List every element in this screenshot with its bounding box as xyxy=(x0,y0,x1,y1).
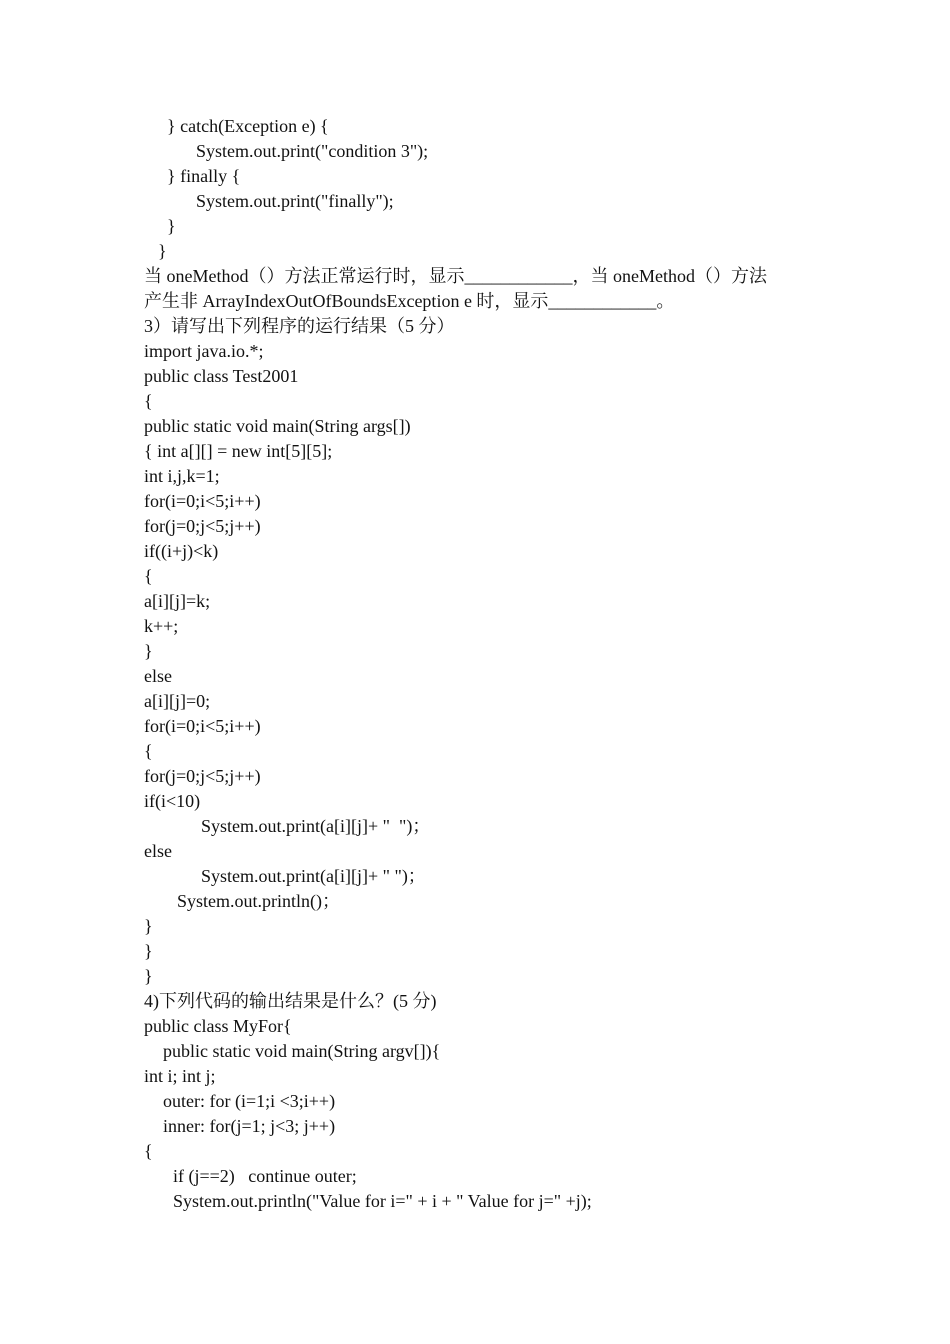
code-line: for(i=0;i<5;i++) xyxy=(144,716,261,736)
code-line: } xyxy=(144,641,153,661)
code-line: int i; int j; xyxy=(144,1066,216,1086)
code-line: public class MyFor{ xyxy=(144,1016,292,1036)
question-heading: 3）请写出下列程序的运行结果（5 分） xyxy=(144,316,455,336)
code-line: System.out.print("finally"); xyxy=(196,191,394,211)
code-line: System.out.print(a[i][j]+ " ")； xyxy=(201,866,426,886)
code-line: a[i][j]=0; xyxy=(144,691,211,711)
code-line: } xyxy=(144,916,153,936)
code-line: } xyxy=(144,941,153,961)
code-line: } finally { xyxy=(167,166,241,186)
code-line: inner: for(j=1; j<3; j++) xyxy=(163,1116,336,1136)
code-line: for(j=0;j<5;j++) xyxy=(144,516,261,536)
code-line: int i,j,k=1; xyxy=(144,466,220,486)
code-line: System.out.println("Value for i=" + i + " Value for j=" +j); xyxy=(173,1191,592,1211)
code-line: if (j==2) continue outer; xyxy=(173,1166,357,1186)
code-line: } xyxy=(144,966,153,986)
code-line: System.out.println()； xyxy=(177,891,340,911)
code-line: { xyxy=(144,1141,153,1161)
code-line: else xyxy=(144,666,172,686)
code-line: else xyxy=(144,841,172,861)
code-line: public class Test2001 xyxy=(144,366,299,386)
code-line: { xyxy=(144,741,153,761)
question-text: 产生非 ArrayIndexOutOfBoundsException e 时，显示____________。 xyxy=(144,291,675,311)
code-line: System.out.print("condition 3"); xyxy=(196,141,429,161)
code-line: for(i=0;i<5;i++) xyxy=(144,491,261,511)
code-line: public static void main(String args[]) xyxy=(144,416,411,436)
code-line: for(j=0;j<5;j++) xyxy=(144,766,261,786)
code-line: } xyxy=(167,216,176,236)
question-text: 当 oneMethod（）方法正常运行时，显示____________，当 oneMethod（）方法 xyxy=(144,266,767,286)
code-line: if(i<10) xyxy=(144,791,201,811)
code-line: a[i][j]=k; xyxy=(144,591,211,611)
code-line: if((i+j)<k) xyxy=(144,541,219,561)
code-line: System.out.print(a[i][j]+ " ")； xyxy=(201,816,431,836)
code-line: { int a[][] = new int[5][5]; xyxy=(144,441,333,461)
question-heading: 4)下列代码的输出结果是什么？(5 分) xyxy=(144,991,437,1011)
code-line: { xyxy=(144,566,153,586)
code-line: { xyxy=(144,391,153,411)
code-line: outer: for (i=1;i <3;i++) xyxy=(163,1091,336,1111)
code-line: import java.io.*; xyxy=(144,341,264,361)
code-line: k++; xyxy=(144,616,179,636)
code-line: } xyxy=(158,241,167,261)
code-line: } catch(Exception e) { xyxy=(167,116,329,136)
code-line: public static void main(String argv[]){ xyxy=(163,1041,441,1061)
